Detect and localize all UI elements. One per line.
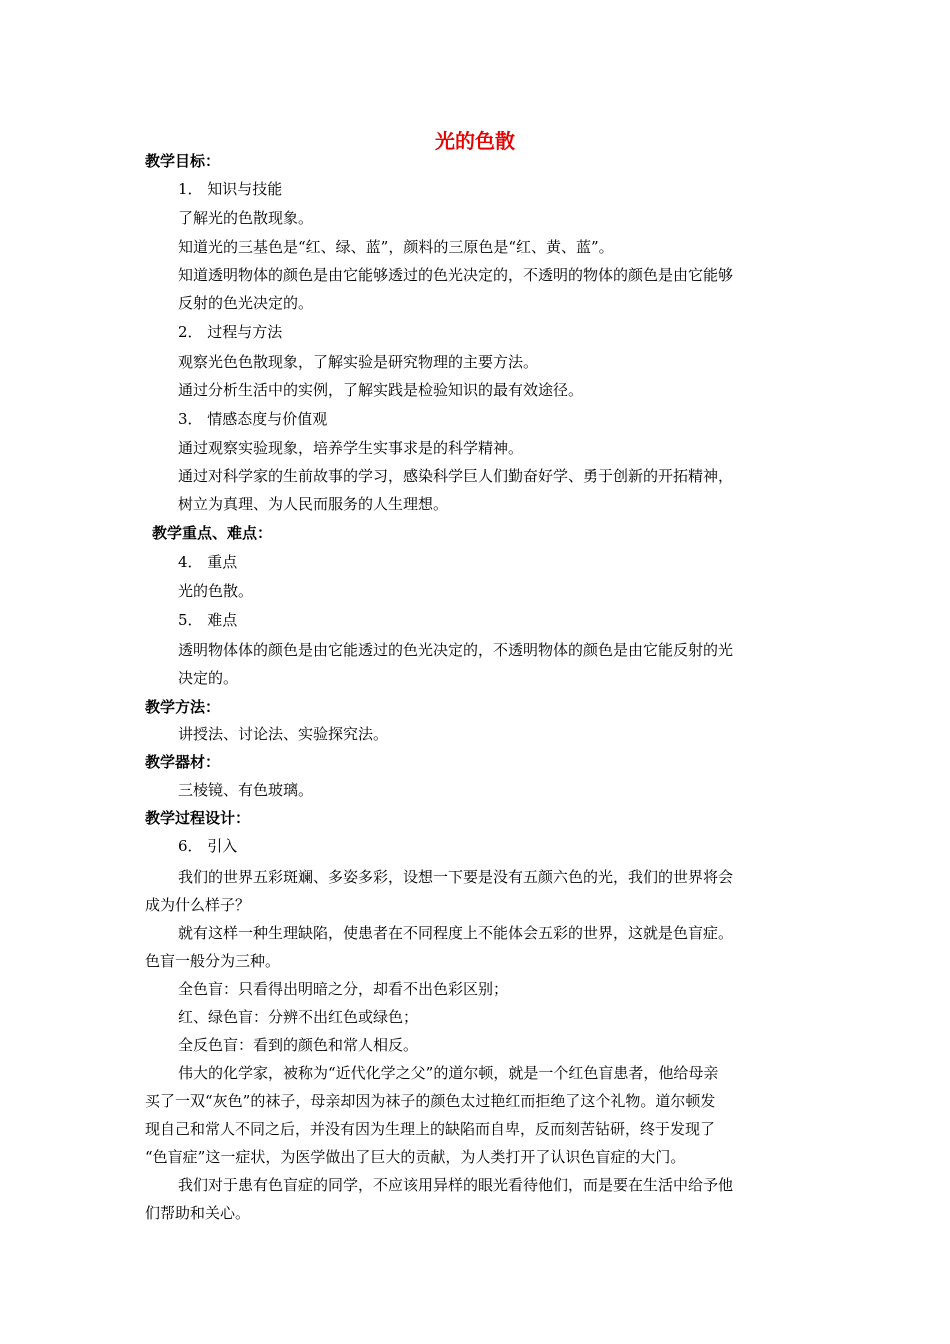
- section-heading-methods: 教学方法：: [145, 698, 221, 716]
- subheading-attitude: 3． 情感态度与价值观: [178, 410, 328, 428]
- paragraph-line: 知道透明物体的颜色是由它能够透过的色光决定的，不透明的物体的颜色是由它能够: [178, 266, 734, 284]
- subheading-difficulty: 5． 难点: [178, 611, 238, 629]
- paragraph-line: 知道光的三基色是“红、绿、蓝”，颜料的三原色是“红、黄、蓝”。: [178, 238, 614, 256]
- section-heading-process-design: 教学过程设计：: [145, 809, 251, 827]
- paragraph-line: 透明物体体的颜色是由它能透过的色光决定的，不透明物体的颜色是由它能反射的光: [178, 641, 734, 659]
- paragraph-line: “色盲症”这一症状，为医学做出了巨大的贡献，为人类打开了认识色盲症的大门。: [145, 1148, 686, 1166]
- paragraph-line: 就有这样一种生理缺陷，使患者在不同程度上不能体会五彩的世界，这就是色盲症。: [178, 924, 734, 942]
- paragraph-line: 三棱镜、有色玻璃。: [178, 781, 314, 799]
- paragraph-line: 们帮助和关心。: [145, 1204, 251, 1222]
- section-heading-equipment: 教学器材：: [145, 753, 221, 771]
- paragraph-line: 讲授法、讨论法、实验探究法。: [178, 725, 389, 743]
- paragraph-line: 成为什么样子？: [145, 896, 251, 914]
- paragraph-line: 伟大的化学家，被称为“近代化学之父”的道尔顿，就是一个红色盲患者，他给母亲: [178, 1064, 719, 1082]
- paragraph-line: 我们对于患有色盲症的同学，不应该用异样的眼光看待他们，而是要在生活中给予他: [178, 1176, 734, 1194]
- page-title: 光的色散: [435, 129, 515, 153]
- paragraph-line: 决定的。: [178, 669, 239, 687]
- paragraph-line: 了解光的色散现象。: [178, 209, 314, 227]
- subheading-introduction: 6． 引入: [178, 837, 238, 855]
- paragraph-line: 全色盲：只看得出明暗之分，却看不出色彩区别；: [178, 980, 509, 998]
- paragraph-line: 光的色散。: [178, 582, 254, 600]
- paragraph-line: 色盲一般分为三种。: [145, 952, 281, 970]
- section-heading-objectives: 教学目标：: [145, 152, 221, 170]
- subheading-knowledge: 1． 知识与技能: [178, 180, 283, 198]
- subheading-key: 4． 重点: [178, 553, 238, 571]
- paragraph-line: 全反色盲：看到的颜色和常人相反。: [178, 1036, 419, 1054]
- paragraph-line: 买了一双“灰色”的袜子，母亲却因为袜子的颜色太过艳红而拒绝了这个礼物。道尔顿发: [145, 1092, 716, 1110]
- paragraph-line: 通过对科学家的生前故事的学习，感染科学巨人们勤奋好学、勇于创新的开拓精神，: [178, 467, 734, 485]
- paragraph-line: 我们的世界五彩斑斓、多姿多彩，设想一下要是没有五颜六色的光，我们的世界将会: [178, 868, 734, 886]
- paragraph-line: 树立为真理、为人民而服务的人生理想。: [178, 495, 449, 513]
- paragraph-line: 通过分析生活中的实例，了解实践是检验知识的最有效途径。: [178, 381, 584, 399]
- section-heading-key-points: 教学重点、难点：: [152, 524, 273, 542]
- paragraph-line: 现自己和常人不同之后，并没有因为生理上的缺陷而自卑，反而刻苦钻研，终于发现了: [145, 1120, 716, 1138]
- paragraph-line: 反射的色光决定的。: [178, 294, 314, 312]
- paragraph-line: 通过观察实验现象，培养学生实事求是的科学精神。: [178, 439, 524, 457]
- paragraph-line: 红、绿色盲：分辨不出红色或绿色；: [178, 1008, 419, 1026]
- subheading-process: 2． 过程与方法: [178, 323, 283, 341]
- paragraph-line: 观察光色色散现象，了解实验是研究物理的主要方法。: [178, 353, 539, 371]
